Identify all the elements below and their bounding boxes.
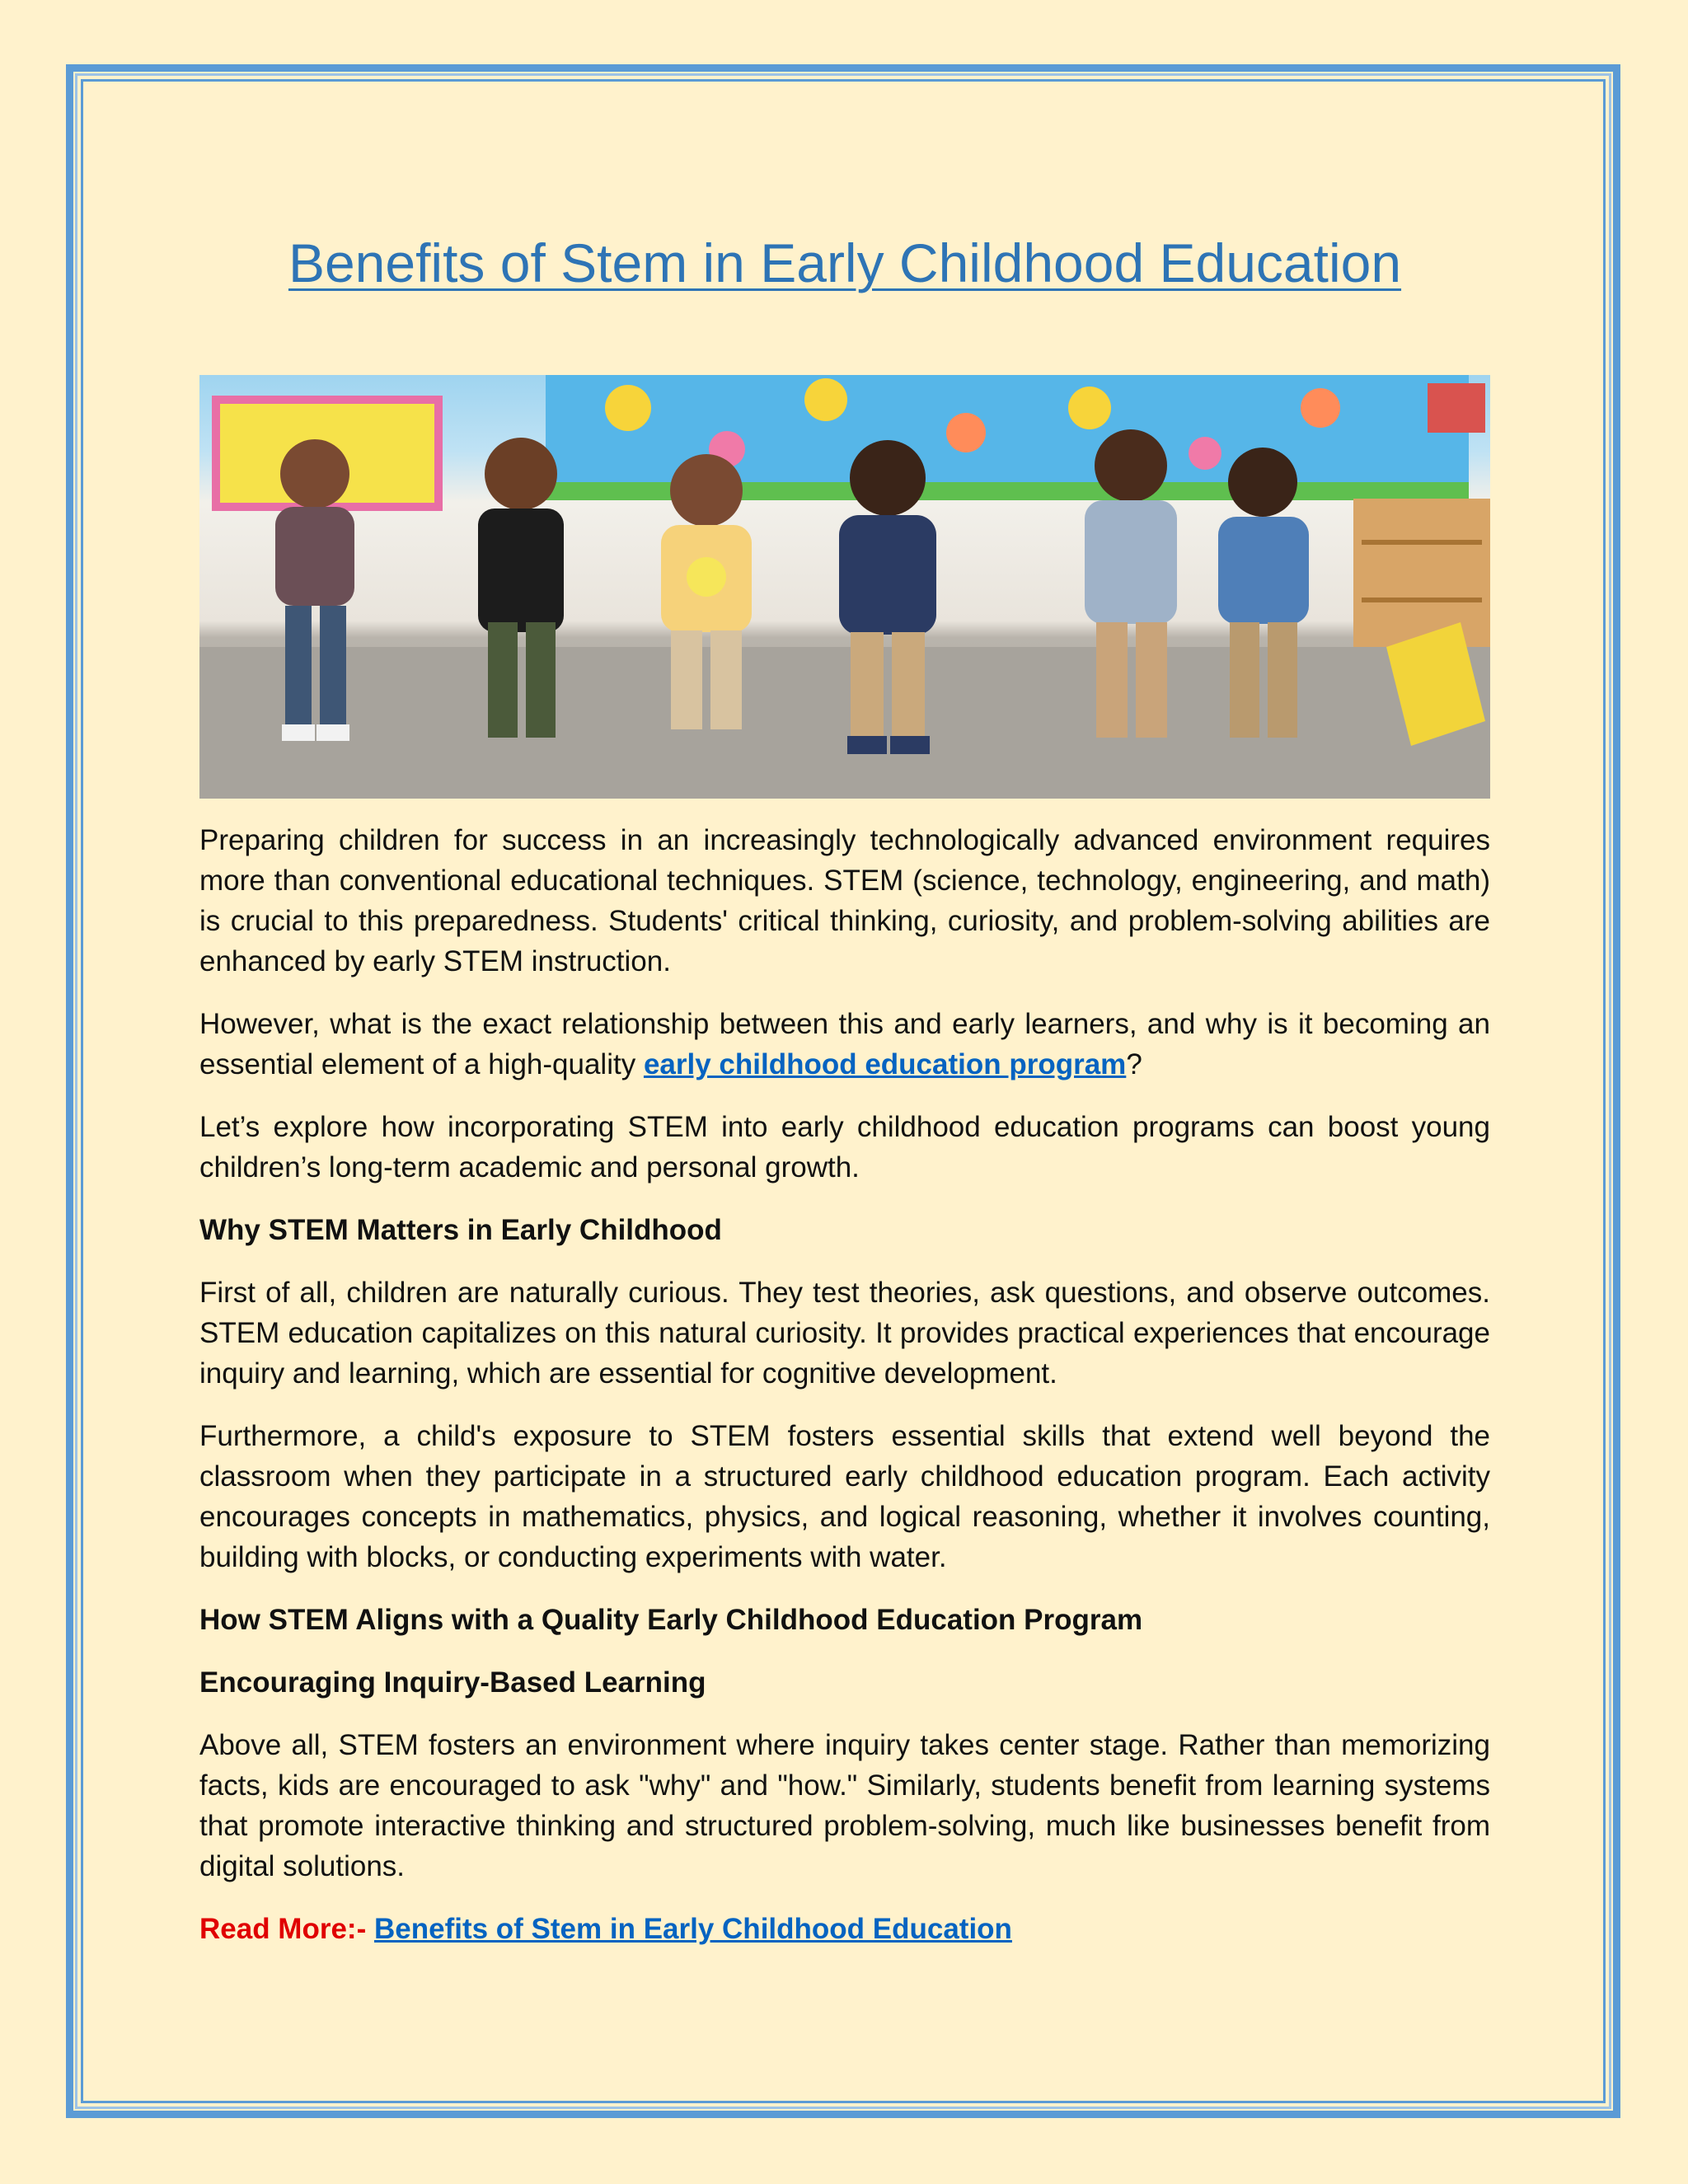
heading-why-stem: Why STEM Matters in Early Childhood <box>199 1214 722 1247</box>
hero-photo <box>199 375 1490 799</box>
read-more-link[interactable]: Benefits of Stem in Early Childhood Education <box>373 1913 1012 1946</box>
above-all-paragraph: Above all, STEM fosters an environment where inquiry takes center stage. Rather than memorizing facts, kids are encouraged to ask "why" and "how." Similarly, students benefit from learning systems that promote interactive thinking and structured problem-solving, much like businesses benefit from digital solutions. <box>199 1729 1490 1883</box>
early-childhood-program-link[interactable]: early childhood education program <box>643 1048 1127 1081</box>
read-more-label: Read More:- <box>199 1913 367 1946</box>
page-title: Benefits of Stem in Early Childhood Education <box>288 232 1402 293</box>
heading-inquiry-learning: Encouraging Inquiry-Based Learning <box>199 1666 706 1699</box>
however-text: However, what is the exact relationship between this and early learners, and why is it becoming an essential element of a high-quality <box>199 1008 1490 1081</box>
curious-paragraph: First of all, children are naturally curious. They test theories, ask questions, and observe outcomes. STEM education capitalizes on this natural curiosity. It provides practical experiences that encourage inquiry and learning, which are essential for cognitive development. <box>199 1277 1490 1390</box>
document-body <box>199 231 1490 1949</box>
however-paragraph <box>199 1004 1490 1085</box>
intro-paragraph: Preparing children for success in an increasingly technologically advanced environment requires more than conventional educational techniques. STEM (science, technology, engineering, and math) is crucial to this preparedness. Students' critical thinking, curiosity, and problem-solving abilities are enhanced by early STEM instruction. <box>199 824 1490 978</box>
furthermore-paragraph: Furthermore, a child's exposure to STEM fosters essential skills that extend well beyond the classroom when they participate in a structured early childhood education program. Each activity encourages concepts in mathematics, physics, and logical reasoning, whether it involves counting, building with blocks, or conducting experiments with water. <box>199 1420 1490 1574</box>
however-text-end: ? <box>1126 1048 1142 1081</box>
read-more-line <box>199 1909 1490 1949</box>
heading-how-stem-aligns: How STEM Aligns with a Quality Early Childhood Education Program <box>199 1604 1143 1637</box>
photo-classroom-children-icon <box>199 375 1490 799</box>
explore-paragraph: Let’s explore how incorporating STEM into early childhood education programs can boost young children’s long-term academic and personal growth. <box>199 1111 1490 1184</box>
